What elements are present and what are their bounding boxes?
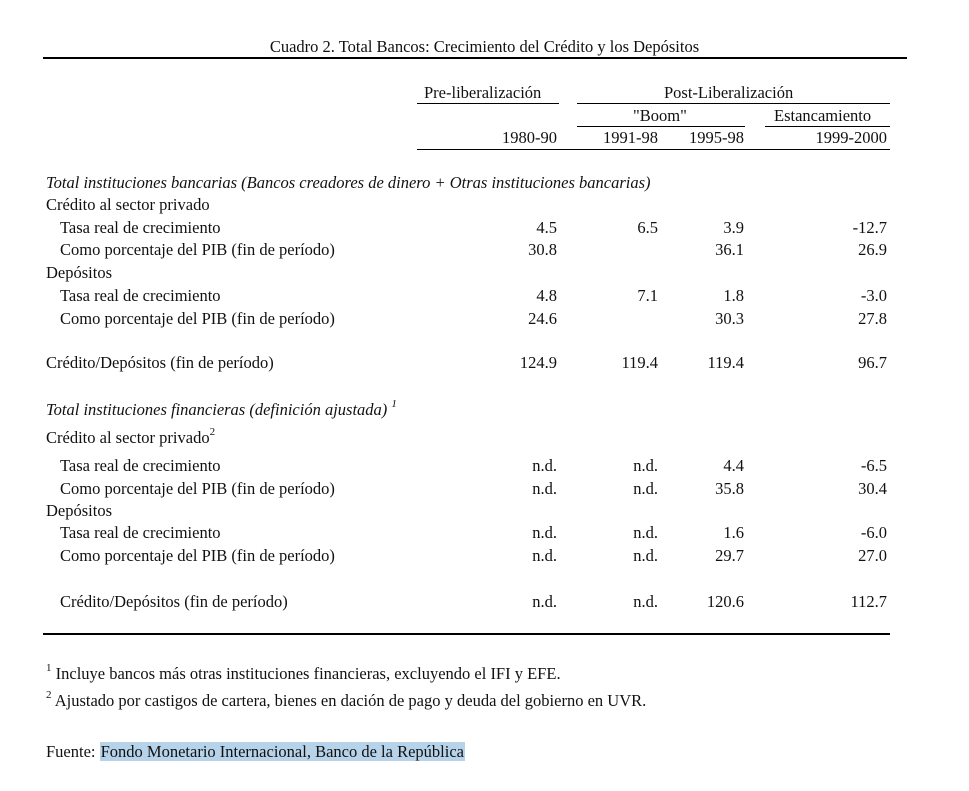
top-rule [43,57,907,59]
s1-row2-v4: 26.9 [858,240,887,259]
source-label: Fuente: [46,742,96,761]
table-title: Cuadro 2. Total Bancos: Crecimiento del Crédito y los Depósitos [269,37,700,56]
s1-row4-v4: 27.8 [858,309,887,328]
source-line [46,742,465,762]
header-estancamiento: Estancamiento [774,106,872,125]
s2-row1-label: Tasa real de crecimiento [60,456,221,475]
s1-row3-v4: -3.0 [860,286,887,305]
s2-row2-v4: 30.4 [858,479,887,498]
period-col-2: 1991-98 [603,128,658,147]
footnote-1-mark: 1 [46,661,52,674]
footnote-ref-1: 1 [391,397,397,410]
s2-row5-label: Crédito/Depósitos (fin de período) [60,592,288,611]
footnote-2-mark: 2 [46,688,52,701]
s1-row3-v3: 1.8 [723,286,744,305]
section2-credito-label: Crédito al sector privado$^2$ [46,425,216,447]
s2-row1-v4: -6.5 [860,456,887,475]
period-col-3: 1995-98 [689,128,744,147]
rule-post [577,103,890,104]
s2-row5-v4: 112.7 [850,592,887,611]
s2-row3-label: Tasa real de crecimiento [60,523,221,542]
s2-row3-v3: 1.6 [723,523,744,542]
s2-row3-v1: n.d. [532,523,557,542]
s2-row4-v3: 29.7 [715,546,744,565]
s2-row1-v2: n.d. [633,456,658,475]
s2-row1-v3: 4.4 [723,456,744,475]
s1-row4-v3: 30.3 [715,309,744,328]
s1-row1-v2: 6.5 [637,218,658,237]
section2-depositos-label: Depósitos [46,501,112,520]
s2-row4-label: Como porcentaje del PIB (fin de período) [60,546,335,565]
header-pre: Pre-liberalización [424,83,542,102]
s1-row5-v2: 119.4 [621,353,658,372]
source-text-selected[interactable]: Fondo Monetario Internacional, Banco de la República [100,742,464,761]
s1-row1-v3: 3.9 [723,218,744,237]
s1-row4-v1: 24.6 [528,309,557,328]
rule-header-bottom [417,149,890,150]
s1-row1-v4: -12.7 [852,218,887,237]
rule-boom [577,126,745,127]
s2-row5-v1: n.d. [532,592,557,611]
s2-row4-v4: 27.0 [858,546,887,565]
section1-title: Total instituciones bancarias (Bancos creadores de dinero + Otras instituciones bancarias) [46,173,651,192]
s2-row2-v2: n.d. [633,479,658,498]
s1-row5-v4: 96.7 [858,353,887,372]
rule-pre [417,103,559,104]
s2-row1-v1: n.d. [532,456,557,475]
s2-row2-label: Como porcentaje del PIB (fin de período) [60,479,335,498]
s1-row2-v1: 30.8 [528,240,557,259]
bottom-rule [43,633,890,635]
s1-row3-label: Tasa real de crecimiento [60,286,221,305]
s1-row3-v2: 7.1 [637,286,658,305]
section2-title: Total instituciones financieras (definición ajustada) $^1$ [46,397,397,419]
s1-row3-v1: 4.8 [536,286,557,305]
s1-row5-v1: 124.9 [519,353,557,372]
s1-row5-label: Crédito/Depósitos (fin de período) [46,353,274,372]
header-boom: "Boom" [633,106,687,125]
footnote-1: $^1$ Incluye bancos más otras instituciones financieras, excluyendo el IFI y EFE. [46,661,561,683]
section1-credito-label: Crédito al sector privado [46,195,210,214]
period-col-1: 1980-90 [502,128,557,147]
s1-row1-v1: 4.5 [536,218,557,237]
rule-estancamiento [765,126,890,127]
s2-row2-v1: n.d. [532,479,557,498]
s1-row2-v3: 36.1 [715,240,744,259]
s1-row1-label: Tasa real de crecimiento [60,218,221,237]
s1-row5-v3: 119.4 [707,353,744,372]
period-col-4: 1999-2000 [815,128,887,147]
footnote-2: $^2$ Ajustado por castigos de cartera, bienes en dación de pago y deuda del gobierno en UVR. [46,688,647,710]
s1-row4-label: Como porcentaje del PIB (fin de período) [60,309,335,328]
s2-row4-v1: n.d. [532,546,557,565]
section1-depositos-label: Depósitos [46,263,112,282]
s2-row5-v2: n.d. [633,592,658,611]
footnote-ref-2: 2 [209,425,216,438]
s2-row4-v2: n.d. [633,546,658,565]
s2-row3-v4: -6.0 [860,523,887,542]
s2-row5-v3: 120.6 [706,592,744,611]
header-post: Post-Liberalización [664,83,794,102]
s2-row3-v2: n.d. [633,523,658,542]
s1-row2-label: Como porcentaje del PIB (fin de período) [60,240,335,259]
s2-row2-v3: 35.8 [715,479,744,498]
